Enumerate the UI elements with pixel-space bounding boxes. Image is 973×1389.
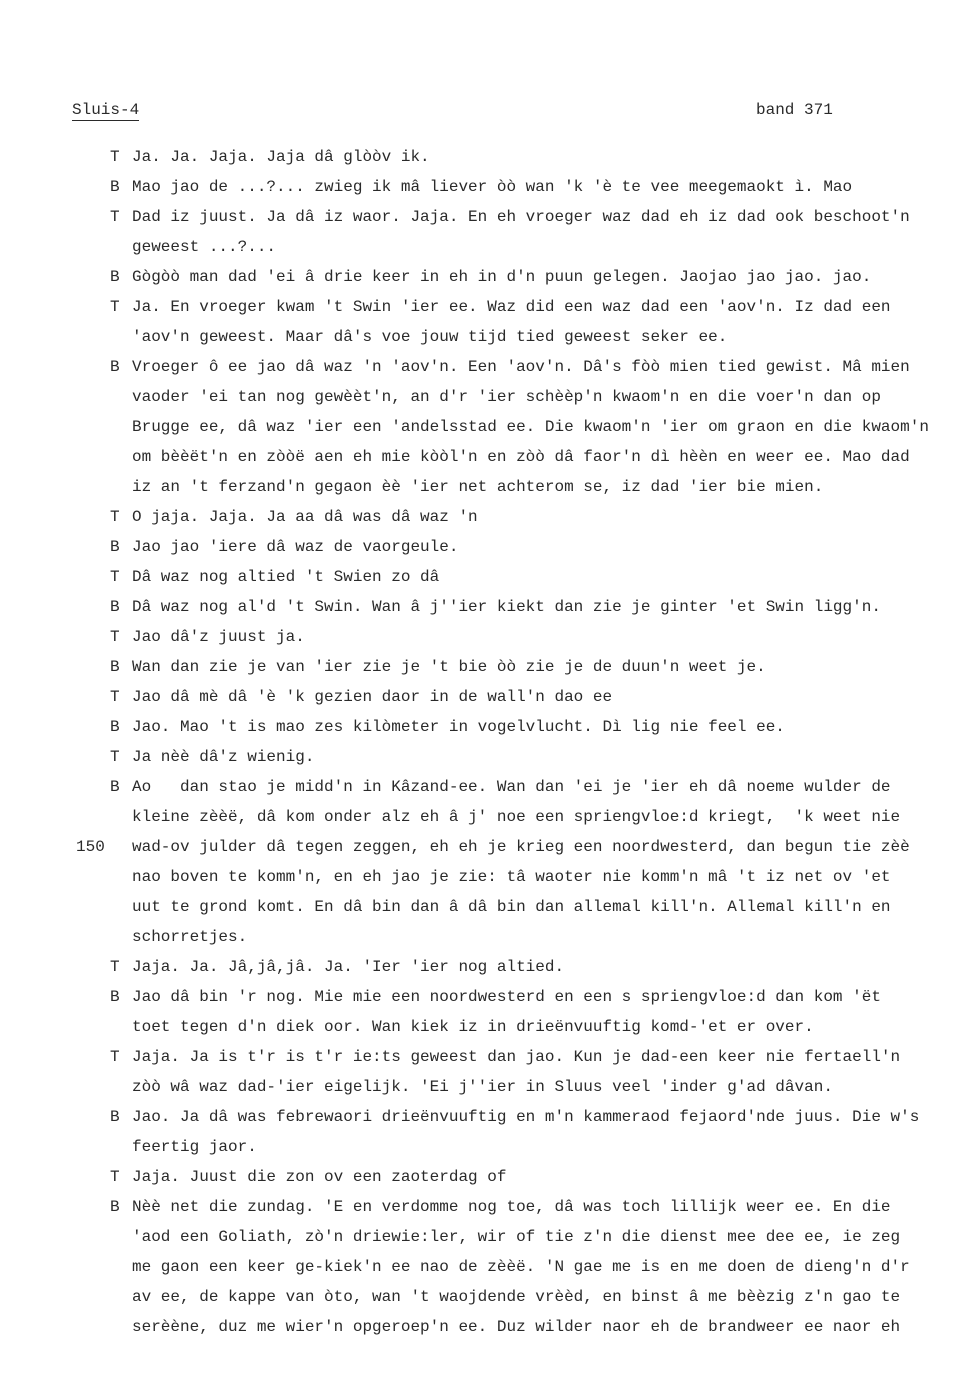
transcript-line <box>110 502 970 532</box>
transcript-line <box>110 202 970 232</box>
transcript-line <box>110 622 970 652</box>
speaker-label: T <box>110 1168 120 1186</box>
line-number: 150 <box>76 838 105 856</box>
speaker-label: T <box>110 568 120 586</box>
utterance-text: Dâ waz nog al'd 't Swin. Wan â j''ier kiekt dan zie je ginter 'et Swin ligg'n. <box>132 598 881 616</box>
utterance-text: Mao jao de ...?... zwieg ik mâ liever òò wan 'k 'è te vee meegemaokt ì. Mao <box>132 178 853 196</box>
transcript-line <box>110 1132 970 1162</box>
speaker-label: T <box>110 508 120 526</box>
utterance-text: Jao. Ja dâ was febrewaori drieënvuuftig en m'n kammeraod fejaord'nde juus. Die w's <box>132 1108 920 1126</box>
transcript-line <box>110 892 970 922</box>
transcript-line <box>110 532 970 562</box>
speaker-label: T <box>110 958 120 976</box>
utterance-text: Jao dâ mè dâ 'è 'k gezien daor in de wall'n dao ee <box>132 688 613 706</box>
transcript-line <box>110 772 970 802</box>
transcript-line <box>110 1252 970 1282</box>
transcript-line <box>110 1312 970 1342</box>
speaker-label: B <box>110 358 120 376</box>
transcript-line <box>110 1162 970 1192</box>
utterance-text: toet tegen d'n diek oor. Wan kiek iz in drieënvuuftig komd-'et er over. <box>132 1018 814 1036</box>
utterance-text: Gògòò man dad 'ei â drie keer in eh in d'n puun gelegen. Jaojao jao jao. jao. <box>132 268 872 286</box>
transcript-line <box>110 862 970 892</box>
speaker-label: B <box>110 718 120 736</box>
transcript-line <box>110 322 970 352</box>
transcript-line <box>110 802 970 832</box>
speaker-label: T <box>110 748 120 766</box>
utterance-text: Jao. Mao 't is mao zes kilòmeter in vogelvlucht. Dì lig nie feel ee. <box>132 718 785 736</box>
speaker-label: B <box>110 178 120 196</box>
speaker-label: B <box>110 268 120 286</box>
utterance-text: Ao dan stao je midd'n in Kâzand-ee. Wan dan 'ei je 'ier eh dâ noeme wulder de <box>132 778 891 796</box>
speaker-label: B <box>110 658 120 676</box>
transcript-line <box>110 262 970 292</box>
utterance-text: vaoder 'ei tan nog gewèèt'n, an d'r 'ier schèèp'n kwaom'n en die voer'n dan op <box>132 388 881 406</box>
utterance-text: Ja nèè dâ'z wienig. <box>132 748 315 766</box>
transcript-line <box>110 292 970 322</box>
transcript-line <box>76 832 970 862</box>
transcript-line <box>110 922 970 952</box>
transcript-line <box>110 742 970 772</box>
speaker-label: B <box>110 538 120 556</box>
transcript-line <box>110 382 970 412</box>
utterance-text: serèène, duz me wier'n opgeroep'n ee. Duz wilder naor eh de brandweer ee naor eh <box>132 1318 901 1336</box>
utterance-text: Jao jao 'iere dâ waz de vaorgeule. <box>132 538 459 556</box>
utterance-text: O jaja. Jaja. Ja aa dâ was dâ waz 'n <box>132 508 478 526</box>
utterance-text: feertig jaor. <box>132 1138 257 1156</box>
transcript-line <box>110 1012 970 1042</box>
transcript-line <box>110 682 970 712</box>
speaker-label: B <box>110 1108 120 1126</box>
utterance-text: Dâ waz nog altied 't Swien zo dâ <box>132 568 440 586</box>
transcript-line <box>110 1072 970 1102</box>
utterance-text: nao boven te komm'n, en eh jao je zie: tâ waoter nie komm'n mâ 't iz net ov 'et <box>132 868 891 886</box>
speaker-label: B <box>110 988 120 1006</box>
transcript-line <box>110 652 970 682</box>
utterance-text: Brugge ee, dâ waz 'ier een 'andelsstad ee. Die kwaom'n 'ier om graon en die kwaom'n <box>132 418 929 436</box>
transcript-body <box>76 142 970 1342</box>
utterance-text: av ee, de kappe van òto, wan 't waojdende vrèèd, en binst â me bèèzig z'n gao te <box>132 1288 901 1306</box>
utterance-text: Jaja. Ja. Jâ,jâ,jâ. Ja. 'Ier 'ier nog altied. <box>132 958 565 976</box>
transcript-line <box>110 472 970 502</box>
utterance-text: me gaon een keer ge-kiek'n ee nao de zèèë. 'N gae me is en me doen de dieng'n d'r <box>132 1258 910 1276</box>
transcript-line <box>110 352 970 382</box>
transcript-line <box>110 412 970 442</box>
transcript-line <box>110 982 970 1012</box>
transcript-line <box>110 172 970 202</box>
utterance-text: uut te grond komt. En dâ bin dan â dâ bin dan allemal kill'n. Allemal kill'n en <box>132 898 891 916</box>
utterance-text: zòò wâ waz dad-'ier eigelijk. 'Ei j''ier in Sluus veel 'inder g'ad dâvan. <box>132 1078 833 1096</box>
transcript-line <box>110 232 970 262</box>
utterance-text: om bèèët'n en zòòë aen eh mie kòòl'n en zòò dâ faor'n dì hèèn en weer ee. Mao dad <box>132 448 910 466</box>
utterance-text: Ja. Ja. Jaja. Jaja dâ glòòv ik. <box>132 148 430 166</box>
speaker-label: T <box>110 298 120 316</box>
speaker-label: B <box>110 1198 120 1216</box>
utterance-text: geweest ...?... <box>132 238 277 256</box>
transcript-line <box>110 1102 970 1132</box>
utterance-text: 'aod een Goliath, zò'n driewie:ler, wir of tie z'n die dienst mee dee ee, ie zeg <box>132 1228 901 1246</box>
utterance-text: Jao dâ bin 'r nog. Mie mie een noordwesterd en een s spriengvloe:d dan kom 'ët <box>132 988 881 1006</box>
speaker-label: T <box>110 208 120 226</box>
transcript-line <box>110 1222 970 1252</box>
utterance-text: Jao dâ'z juust ja. <box>132 628 305 646</box>
speaker-label: T <box>110 1048 120 1066</box>
speaker-label: T <box>110 148 120 166</box>
utterance-text: iz an 't ferzand'n gegaon èè 'ier net achterom se, iz dad 'ier bie mien. <box>132 478 824 496</box>
utterance-text: kleine zèèë, dâ kom onder alz eh â j' noe een spriengvloe:d kriegt, 'k weet nie <box>132 808 901 826</box>
transcript-line <box>110 952 970 982</box>
transcript-line <box>110 712 970 742</box>
utterance-text: Wan dan zie je van 'ier zie je 't bie òò zie je de duun'n weet je. <box>132 658 766 676</box>
utterance-text: wad-ov julder dâ tegen zeggen, eh eh je krieg een noordwesterd, dan begun tie zèè <box>132 838 910 856</box>
speaker-label: B <box>110 778 120 796</box>
speaker-label: B <box>110 598 120 616</box>
transcript-line <box>110 562 970 592</box>
transcript-line <box>110 442 970 472</box>
utterance-text: Vroeger ô ee jao dâ waz 'n 'aov'n. Een 'aov'n. Dâ's fòò mien tied gewist. Mâ mien <box>132 358 910 376</box>
utterance-text: Nèè net die zundag. 'E en verdomme nog toe, dâ was toch lillijk weer ee. En die <box>132 1198 891 1216</box>
utterance-text: Jaja. Ja is t'r is t'r ie:ts geweest dan jao. Kun je dad-een keer nie fertaell'n <box>132 1048 901 1066</box>
utterance-text: schorretjes. <box>132 928 248 946</box>
utterance-text: 'aov'n geweest. Maar dâ's voe jouw tijd tied geweest seker ee. <box>132 328 728 346</box>
transcript-line <box>110 592 970 622</box>
utterance-text: Dad iz juust. Ja dâ iz waor. Jaja. En eh vroeger waz dad eh iz dad ook beschoot'n <box>132 208 910 226</box>
transcript-line <box>110 1042 970 1072</box>
transcript-line <box>110 142 970 172</box>
speaker-label: T <box>110 628 120 646</box>
document-id: Sluis-4 <box>72 101 140 119</box>
transcript-line <box>110 1282 970 1312</box>
utterance-text: Jaja. Juust die zon ov een zaoterdag of <box>132 1168 507 1186</box>
tape-number: band 371 <box>756 101 833 119</box>
utterance-text: Ja. En vroeger kwam 't Swin 'ier ee. Waz did een waz dad een 'aov'n. Iz dad een <box>132 298 891 316</box>
speaker-label: T <box>110 688 120 706</box>
transcript-line <box>110 1192 970 1222</box>
